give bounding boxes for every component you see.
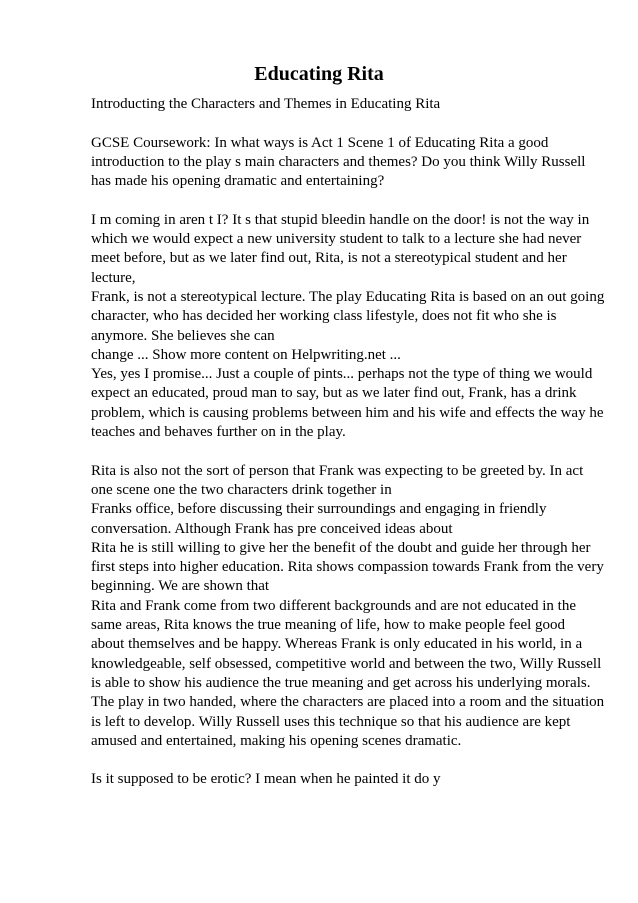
paragraph-line: Yes, yes I promise... Just a couple of pints... perhaps not the type of thing we would: [91, 366, 593, 383]
paragraph-gap: [91, 114, 601, 133]
paragraph-gap: [91, 751, 601, 770]
paragraph-line: character, who has decided her working class lifestyle, does not fit who she is: [91, 308, 557, 325]
paragraph-gap: [91, 442, 601, 461]
paragraph-line: amused and entertained, making his opening scenes dramatic.: [91, 732, 462, 749]
paragraph-line: which we would expect a new university student to talk to a lecture she had never: [91, 231, 582, 248]
paragraph-line: Rita and Frank come from two different backgrounds and are not educated in the: [91, 597, 576, 614]
paragraph-line: I m coming in aren t I? It s that stupid bleedin handle on the door! is not the way in: [91, 211, 590, 228]
paragraph-line: is able to show his audience the true meaning and get across his underlying morals.: [91, 674, 591, 691]
paragraph-line: problem, which is causing problems between him and his wife and effects the way he: [91, 404, 604, 421]
paragraph-line: Introducting the Characters and Themes in Educating Rita: [91, 96, 441, 112]
paragraph-line: about themselves and be happy. Whereas Frank is only educated in his world, in a: [91, 636, 583, 653]
paragraph-line: GCSE Coursework: In what ways is Act 1 Scene 1 of Educating Rita a good: [91, 134, 549, 151]
paragraph-line: knowledgeable, self obsessed, competitive world and between the two, Willy Russell: [91, 655, 602, 672]
paragraph-line: The play in two handed, where the characters are placed into a room and the situation: [91, 694, 605, 711]
paragraph-line: same areas, Rita knows the true meaning of life, how to make people feel good: [91, 617, 566, 634]
paragraph-line: Rita he is still willing to give her the benefit of the doubt and guide her through her: [91, 539, 591, 556]
paragraph-line: is left to develop. Willy Russell uses this technique so that his audience are kept: [91, 713, 571, 730]
paragraph-line: Frank, is not a stereotypical lecture. The play Educating Rita is based on an out going: [91, 288, 605, 305]
paragraph-line: teaches and behaves further on in the play.: [91, 424, 346, 441]
paragraph-line: one scene one the two characters drink together in: [91, 481, 392, 498]
paragraph-line: introduction to the play s main characters and themes? Do you think Willy Russell: [91, 153, 586, 170]
paragraph-line: beginning. We are shown that: [91, 578, 270, 595]
paragraph-line: conversation. Although Frank has pre conceived ideas about: [91, 520, 453, 537]
paragraph-line: lecture,: [91, 269, 136, 286]
paragraph-line: meet before, but as we later find out, Rita, is not a stereotypical student and her: [91, 250, 567, 267]
paragraph-line: Is it supposed to be erotic? I mean when he painted it do y: [91, 771, 441, 788]
paragraph-line: expect an educated, proud man to say, but as we later find out, Frank, has a drink: [91, 385, 577, 402]
paragraph-line: has made his opening dramatic and entertaining?: [91, 173, 385, 190]
document-title: Educating Rita: [254, 63, 384, 85]
paragraph-line: anymore. She believes she can: [91, 327, 275, 344]
paragraph-gap: [91, 191, 601, 210]
paragraph-line: Franks office, before discussing their surroundings and engaging in friendly: [91, 501, 547, 518]
paragraph-line: change ... Show more content on Helpwriting.net ...: [91, 346, 401, 363]
paragraph-line: first steps into higher education. Rita shows compassion towards Frank from the very: [91, 559, 604, 576]
document-body: [91, 95, 605, 790]
paragraph-line: Rita is also not the sort of person that Frank was expecting to be greeted by. In act: [91, 462, 584, 479]
